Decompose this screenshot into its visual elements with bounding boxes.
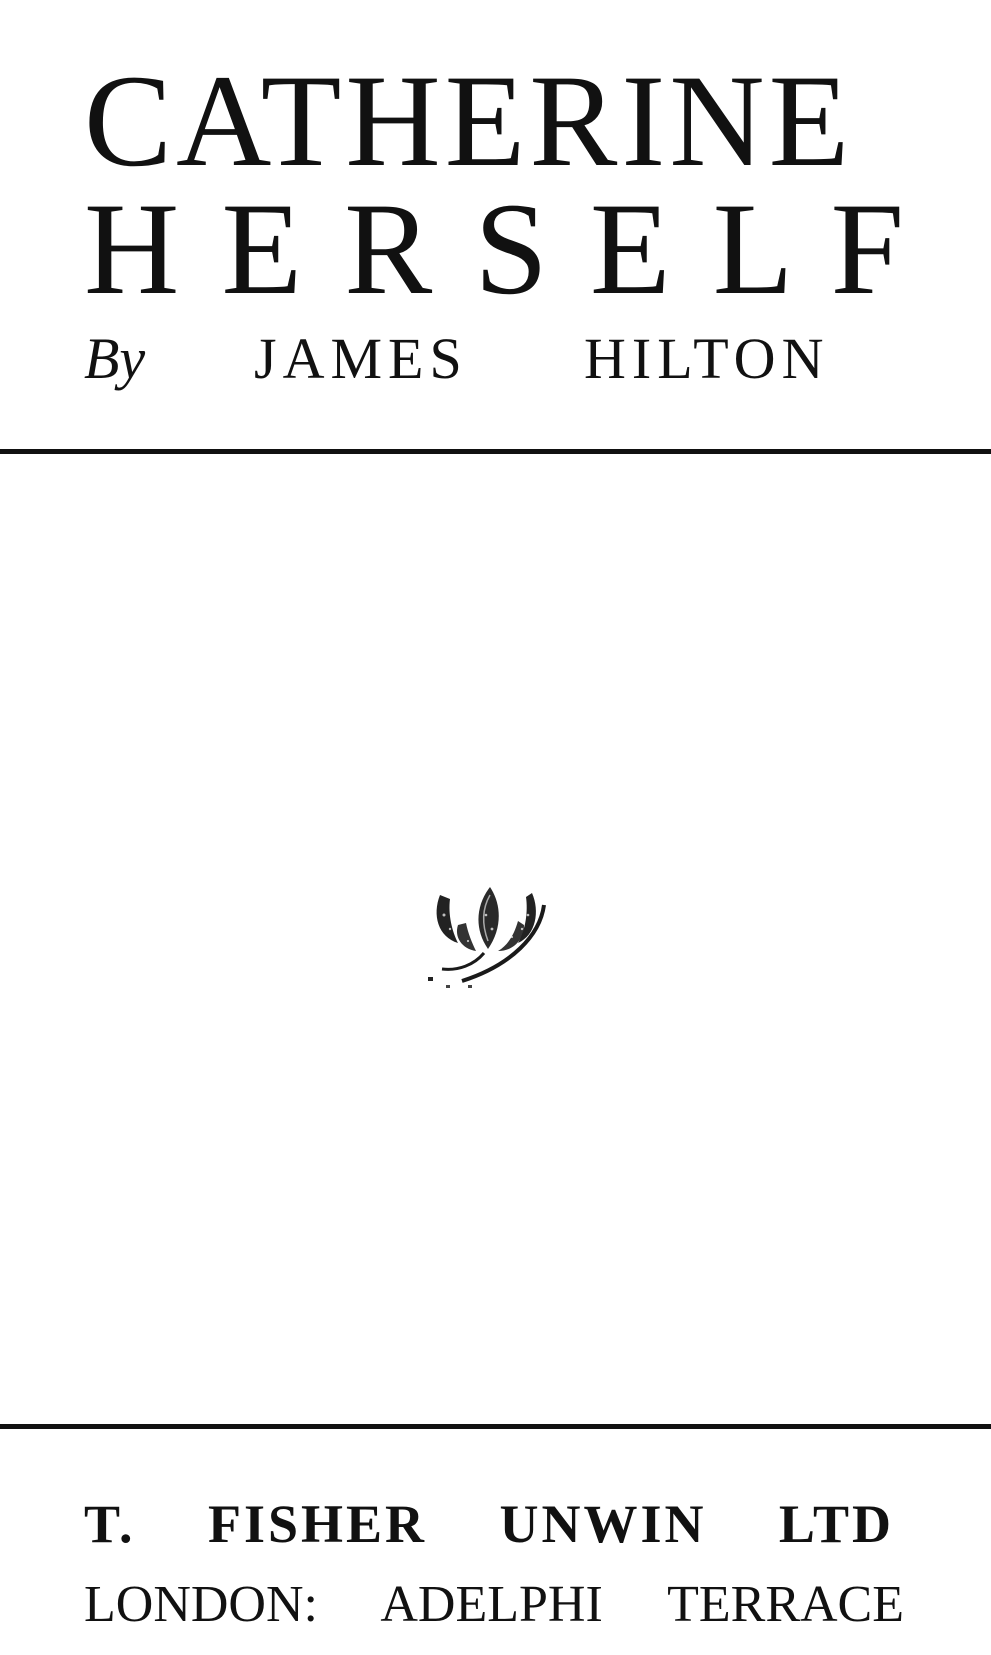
book-title-line-2: H E R S E L F	[84, 175, 904, 322]
author-last-name: HILTON	[584, 326, 830, 391]
book-title-line-1: CATHERINE	[84, 47, 854, 194]
byline	[84, 320, 884, 390]
author-first-name: JAMES	[254, 326, 468, 391]
lotus-ornament-icon	[428, 885, 558, 995]
publisher-address: LONDON: ADELPHI TERRACE	[84, 1576, 904, 1633]
bottom-rule	[0, 1424, 991, 1429]
publisher-name: T. FISHER UNWIN LTD	[84, 1494, 894, 1554]
top-rule	[0, 449, 991, 454]
byline-prefix: By	[84, 326, 146, 391]
